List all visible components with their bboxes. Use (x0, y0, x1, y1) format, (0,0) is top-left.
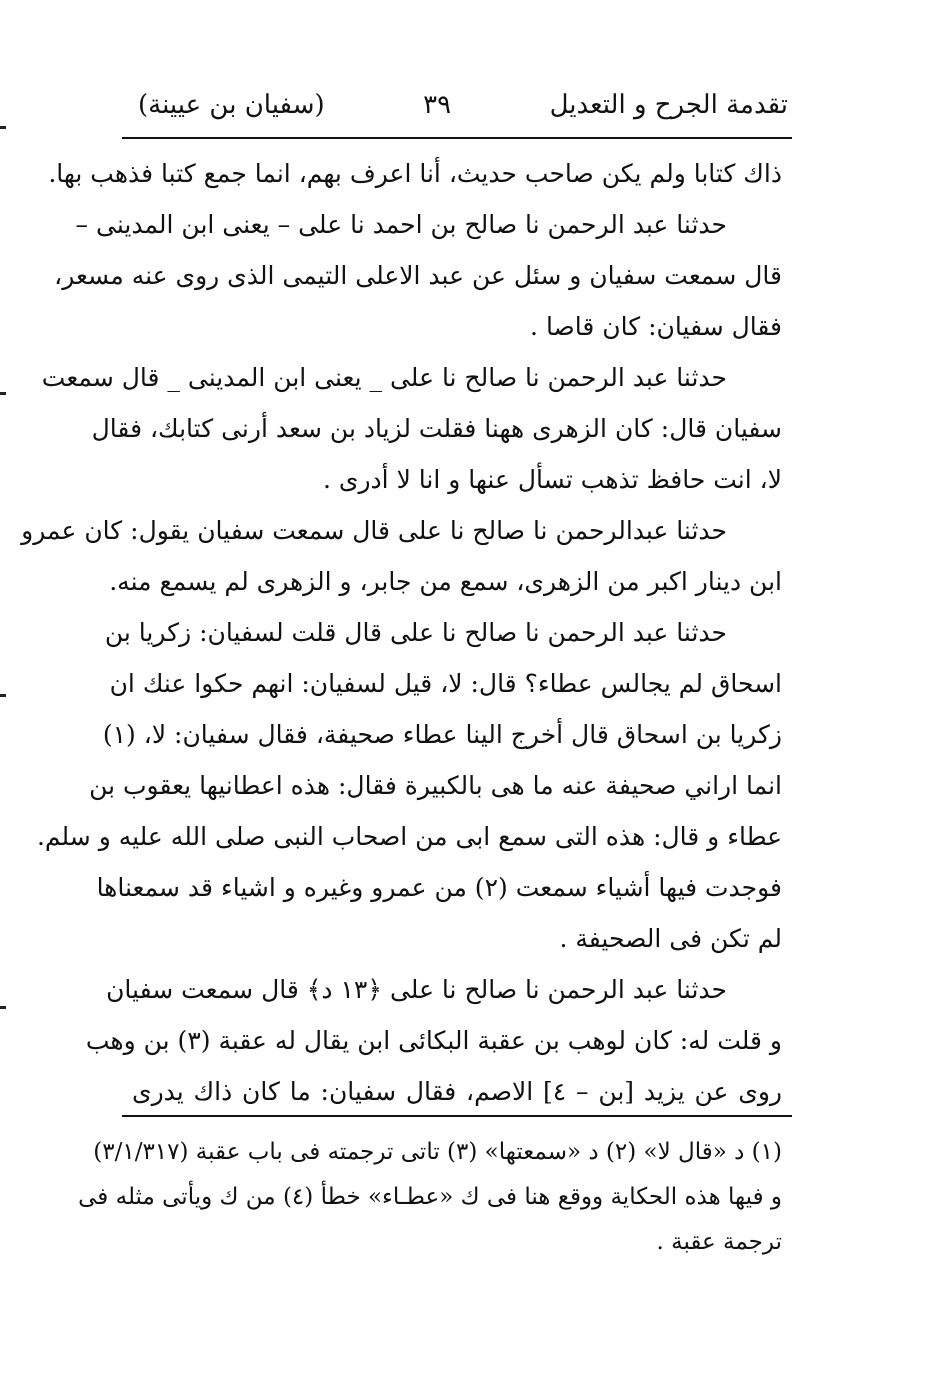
footnote-rule (122, 1115, 792, 1117)
text-line: ذاك كتابا ولم يكن صاحب حديث، أنا اعرف بهم، انما جمع كتبا فذهب بها. (48, 159, 782, 188)
scan-edge-mark (0, 1006, 6, 1009)
text-line: سفيان قال: كان الزهرى ههنا فقلت لزياد بن سعد أرنى كتابك، فقال (91, 414, 782, 443)
text-line: قال سمعت سفيان و سئل عن عبد الاعلى التيمى الذى روى عنه مسعر، (54, 261, 782, 290)
text-line: و قلت له: كان لوهب بن عقبة البكائى ابن يقال له عقبة (٣) بن وهب (85, 1026, 782, 1055)
text-line: روى عن يزيد [بن – ٤] الاصم، فقال سفيان: ما كان ذاك يدرى (132, 1077, 782, 1106)
footnote-line: و فيها هذه الحكاية ووقع هنا فى ك «عطـاء» خطأ (٤) من ك ويأتى مثله فى (78, 1184, 782, 1210)
footnote-line: ترجمة عقبة . (656, 1229, 782, 1255)
text-line: زكريا بن اسحاق قال أخرج الينا عطاء صحيفة، فقال سفيان: لا، (١) (102, 720, 782, 749)
text-line: لا، انت حافظ تذهب تسأل عنها و انا لا أدرى . (323, 465, 782, 494)
header-section-title: (سفيان بن عيينة) (138, 90, 325, 120)
header-rule (122, 137, 792, 139)
text-line: حدثنا عبد الرحمن نا صالح نا على قال قلت لسفيان: زكريا بن (104, 618, 727, 647)
scan-edge-mark (0, 126, 6, 129)
scan-edge-mark (0, 392, 6, 395)
text-line: حدثنا عبد الرحمن نا صالح بن احمد نا على – يعنى ابن المدينى – (75, 210, 727, 239)
text-line: حدثنا عبد الرحمن نا صالح نا على _ يعنى ابن المدينى _ قال سمعت (41, 363, 727, 392)
page-number: ٣٩ (423, 90, 452, 120)
header-book-title: تقدمة الجرح و التعديل (549, 90, 788, 120)
text-line: لم تكن فى الصحيفة . (559, 924, 782, 953)
text-line: اسحاق لم يجالس عطاء؟ قال: لا، قيل لسفيان: انهم حكوا عنك ان (109, 669, 782, 698)
text-line: انما اراني صحيفة عنه ما هى بالكبيرة فقال: هذه اعطانيها يعقوب بن (89, 771, 782, 800)
scan-edge-mark (0, 694, 6, 697)
text-line: ابن دينار اكبر من الزهرى، سمع من جابر، و الزهرى لم يسمع منه. (109, 567, 782, 596)
text-line: عطاء و قال: هذه التى سمع ابى من اصحاب النبى صلى الله عليه و سلم. (36, 822, 782, 851)
footnote-line: (١) د «قال لا» (٢) د «سمعتها» (٣) تاتى ترجمته فى باب عقبة (٣/١/٣١٧) (93, 1139, 782, 1165)
text-line: فوجدت فيها أشياء سمعت (٢) من عمرو وغيره و اشياء قد سمعناها (96, 873, 782, 902)
text-line: فقال سفيان: كان قاصا . (530, 312, 782, 341)
text-line: حدثنا عبد الرحمن نا صالح نا على ﴿١٣ د﴾ قال سمعت سفيان (106, 975, 727, 1004)
footnotes (78, 1130, 782, 1265)
text-line: حدثنا عبدالرحمن نا صالح نا على قال سمعت سفيان يقول: كان عمرو (21, 516, 727, 545)
main-text (21, 148, 782, 1117)
running-header (138, 82, 788, 128)
